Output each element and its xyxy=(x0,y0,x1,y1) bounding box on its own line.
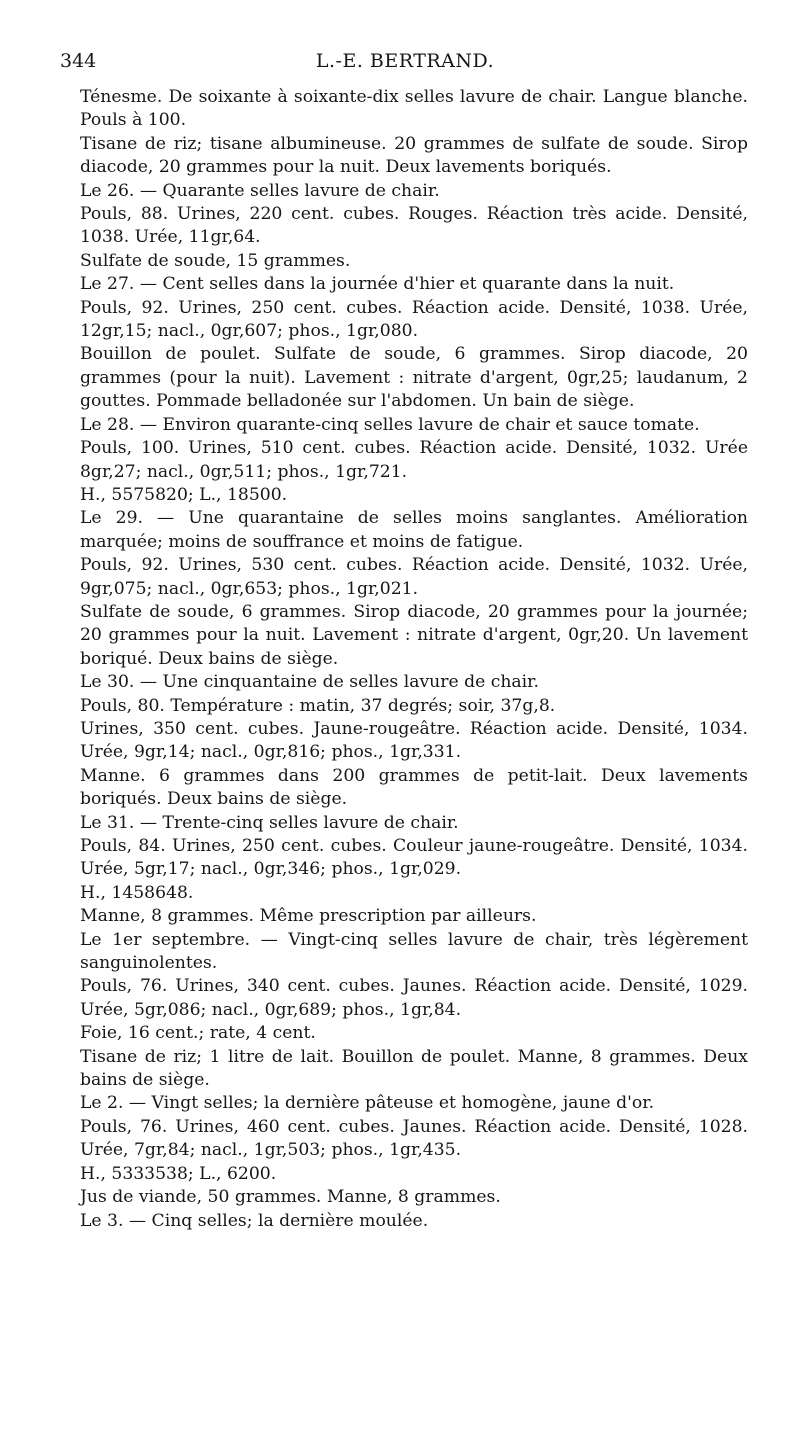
paragraph: Tisane de riz; tisane albumineuse. 20 grammes de sulfate de soude. Sirop diacode, 20 grammes pour la nuit. Deux lavements boriqués. xyxy=(80,133,748,178)
paragraph: Sulfate de soude, 15 grammes. xyxy=(80,250,351,271)
paragraph: Urines, 350 cent. cubes. Jaune-rougeâtre. Réaction acide. Densité, 1034. Urée, 9gr,14; nacl., 0gr,816; phos., 1gr,331. xyxy=(80,718,748,763)
paragraph: Tisane de riz; 1 litre de lait. Bouillon de poulet. Manne, 8 grammes. Deux bains de siège. xyxy=(80,1046,748,1091)
paragraph: Pouls, 80. Température : matin, 37 degrés; soir, 37g,8. xyxy=(80,695,556,716)
paragraph: Bouillon de poulet. Sulfate de soude, 6 grammes. Sirop diacode, 20 grammes (pour la nuit). Lavement : nitrate d'argent, 0gr,25; laudanum, 2 gouttes. Pommade belladonée sur l'abdomen. Un bain de siège. xyxy=(80,344,748,412)
paragraph: Pouls, 76. Urines, 340 cent. cubes. Jaunes. Réaction acide. Densité, 1029. Urée, 5gr,086; nacl., 0gr,689; phos., 1gr,84. xyxy=(80,976,748,1020)
paragraph: H., 5333538; L., 6200. xyxy=(80,1163,277,1184)
paragraph: Pouls, 76. Urines, 460 cent. cubes. Jaunes. Réaction acide. Densité, 1028. Urée, 7gr,84; nacl., 1gr,503; phos., 1gr,435. xyxy=(80,1116,748,1161)
paragraph: Manne. 6 grammes dans 200 grammes de petit-lait. Deux lavements boriqués. Deux bains de siège. xyxy=(80,765,748,810)
paragraph: Sulfate de soude, 6 grammes. Sirop diacode, 20 grammes pour la journée; 20 grammes pour la nuit. Lavement : nitrate d'argent, 0gr,20. Un lavement boriqué. Deux bains de siège. xyxy=(80,601,748,669)
paragraph: Le 29. — Une quarantaine de selles moins sanglantes. Amélioration marquée; moins de souffrance et moins de fatigue. xyxy=(80,508,748,552)
paragraph: Pouls, 92. Urines, 250 cent. cubes. Réaction acide. Densité, 1038. Urée, 12gr,15; nacl., 0gr,607; phos., 1gr,080. xyxy=(80,297,748,342)
paragraph: Le 1er septembre. — Vingt-cinq selles lavure de chair, très légèrement sanguinolentes. xyxy=(80,929,748,974)
page-header xyxy=(60,50,750,80)
paragraph: Foie, 16 cent.; rate, 4 cent. xyxy=(80,1023,316,1044)
paragraph: Le 28. — Environ quarante-cinq selles lavure de chair et sauce tomate. xyxy=(80,414,700,435)
paragraph: Jus de viande, 50 grammes. Manne, 8 grammes. xyxy=(80,1187,501,1208)
page-body xyxy=(80,86,748,1233)
paragraph: Le 26. — Quarante selles lavure de chair. xyxy=(80,180,440,201)
paragraph: Pouls, 84. Urines, 250 cent. cubes. Couleur jaune-rougeâtre. Densité, 1034. Urée, 5gr,17; nacl., 0gr,346; phos., 1gr,029. xyxy=(80,836,748,880)
paragraph: Pouls, 88. Urines, 220 cent. cubes. Rouges. Réaction très acide. Densité, 1038. Urée, 11gr,64. xyxy=(80,204,748,248)
running-head: L.-E. BERTRAND. xyxy=(315,50,495,72)
paragraph: H., 5575820; L., 18500. xyxy=(80,484,288,505)
paragraph: Le 30. — Une cinquantaine de selles lavure de chair. xyxy=(80,672,539,693)
paragraph: Le 3. — Cinq selles; la dernière moulée. xyxy=(80,1210,429,1231)
paragraph: Pouls, 100. Urines, 510 cent. cubes. Réaction acide. Densité, 1032. Urée 8gr,27; nacl., 0gr,511; phos., 1gr,721. xyxy=(80,438,748,482)
paragraph: Ténesme. De soixante à soixante-dix selles lavure de chair. Langue blanche. Pouls à 100. xyxy=(80,87,748,131)
paragraph: Pouls, 92. Urines, 530 cent. cubes. Réaction acide. Densité, 1032. Urée, 9gr,075; nacl., 0gr,653; phos., 1gr,021. xyxy=(80,555,748,599)
paragraph: H., 1458648. xyxy=(80,882,194,903)
paragraph: Le 27. — Cent selles dans la journée d'hier et quarante dans la nuit. xyxy=(80,274,675,295)
page-number: 344 xyxy=(60,50,97,72)
paragraph: Le 2. — Vingt selles; la dernière pâteuse et homogène, jaune d'or. xyxy=(80,1093,655,1114)
paragraph: Manne, 8 grammes. Même prescription par ailleurs. xyxy=(80,906,537,927)
paragraph: Le 31. — Trente-cinq selles lavure de chair. xyxy=(80,812,459,833)
